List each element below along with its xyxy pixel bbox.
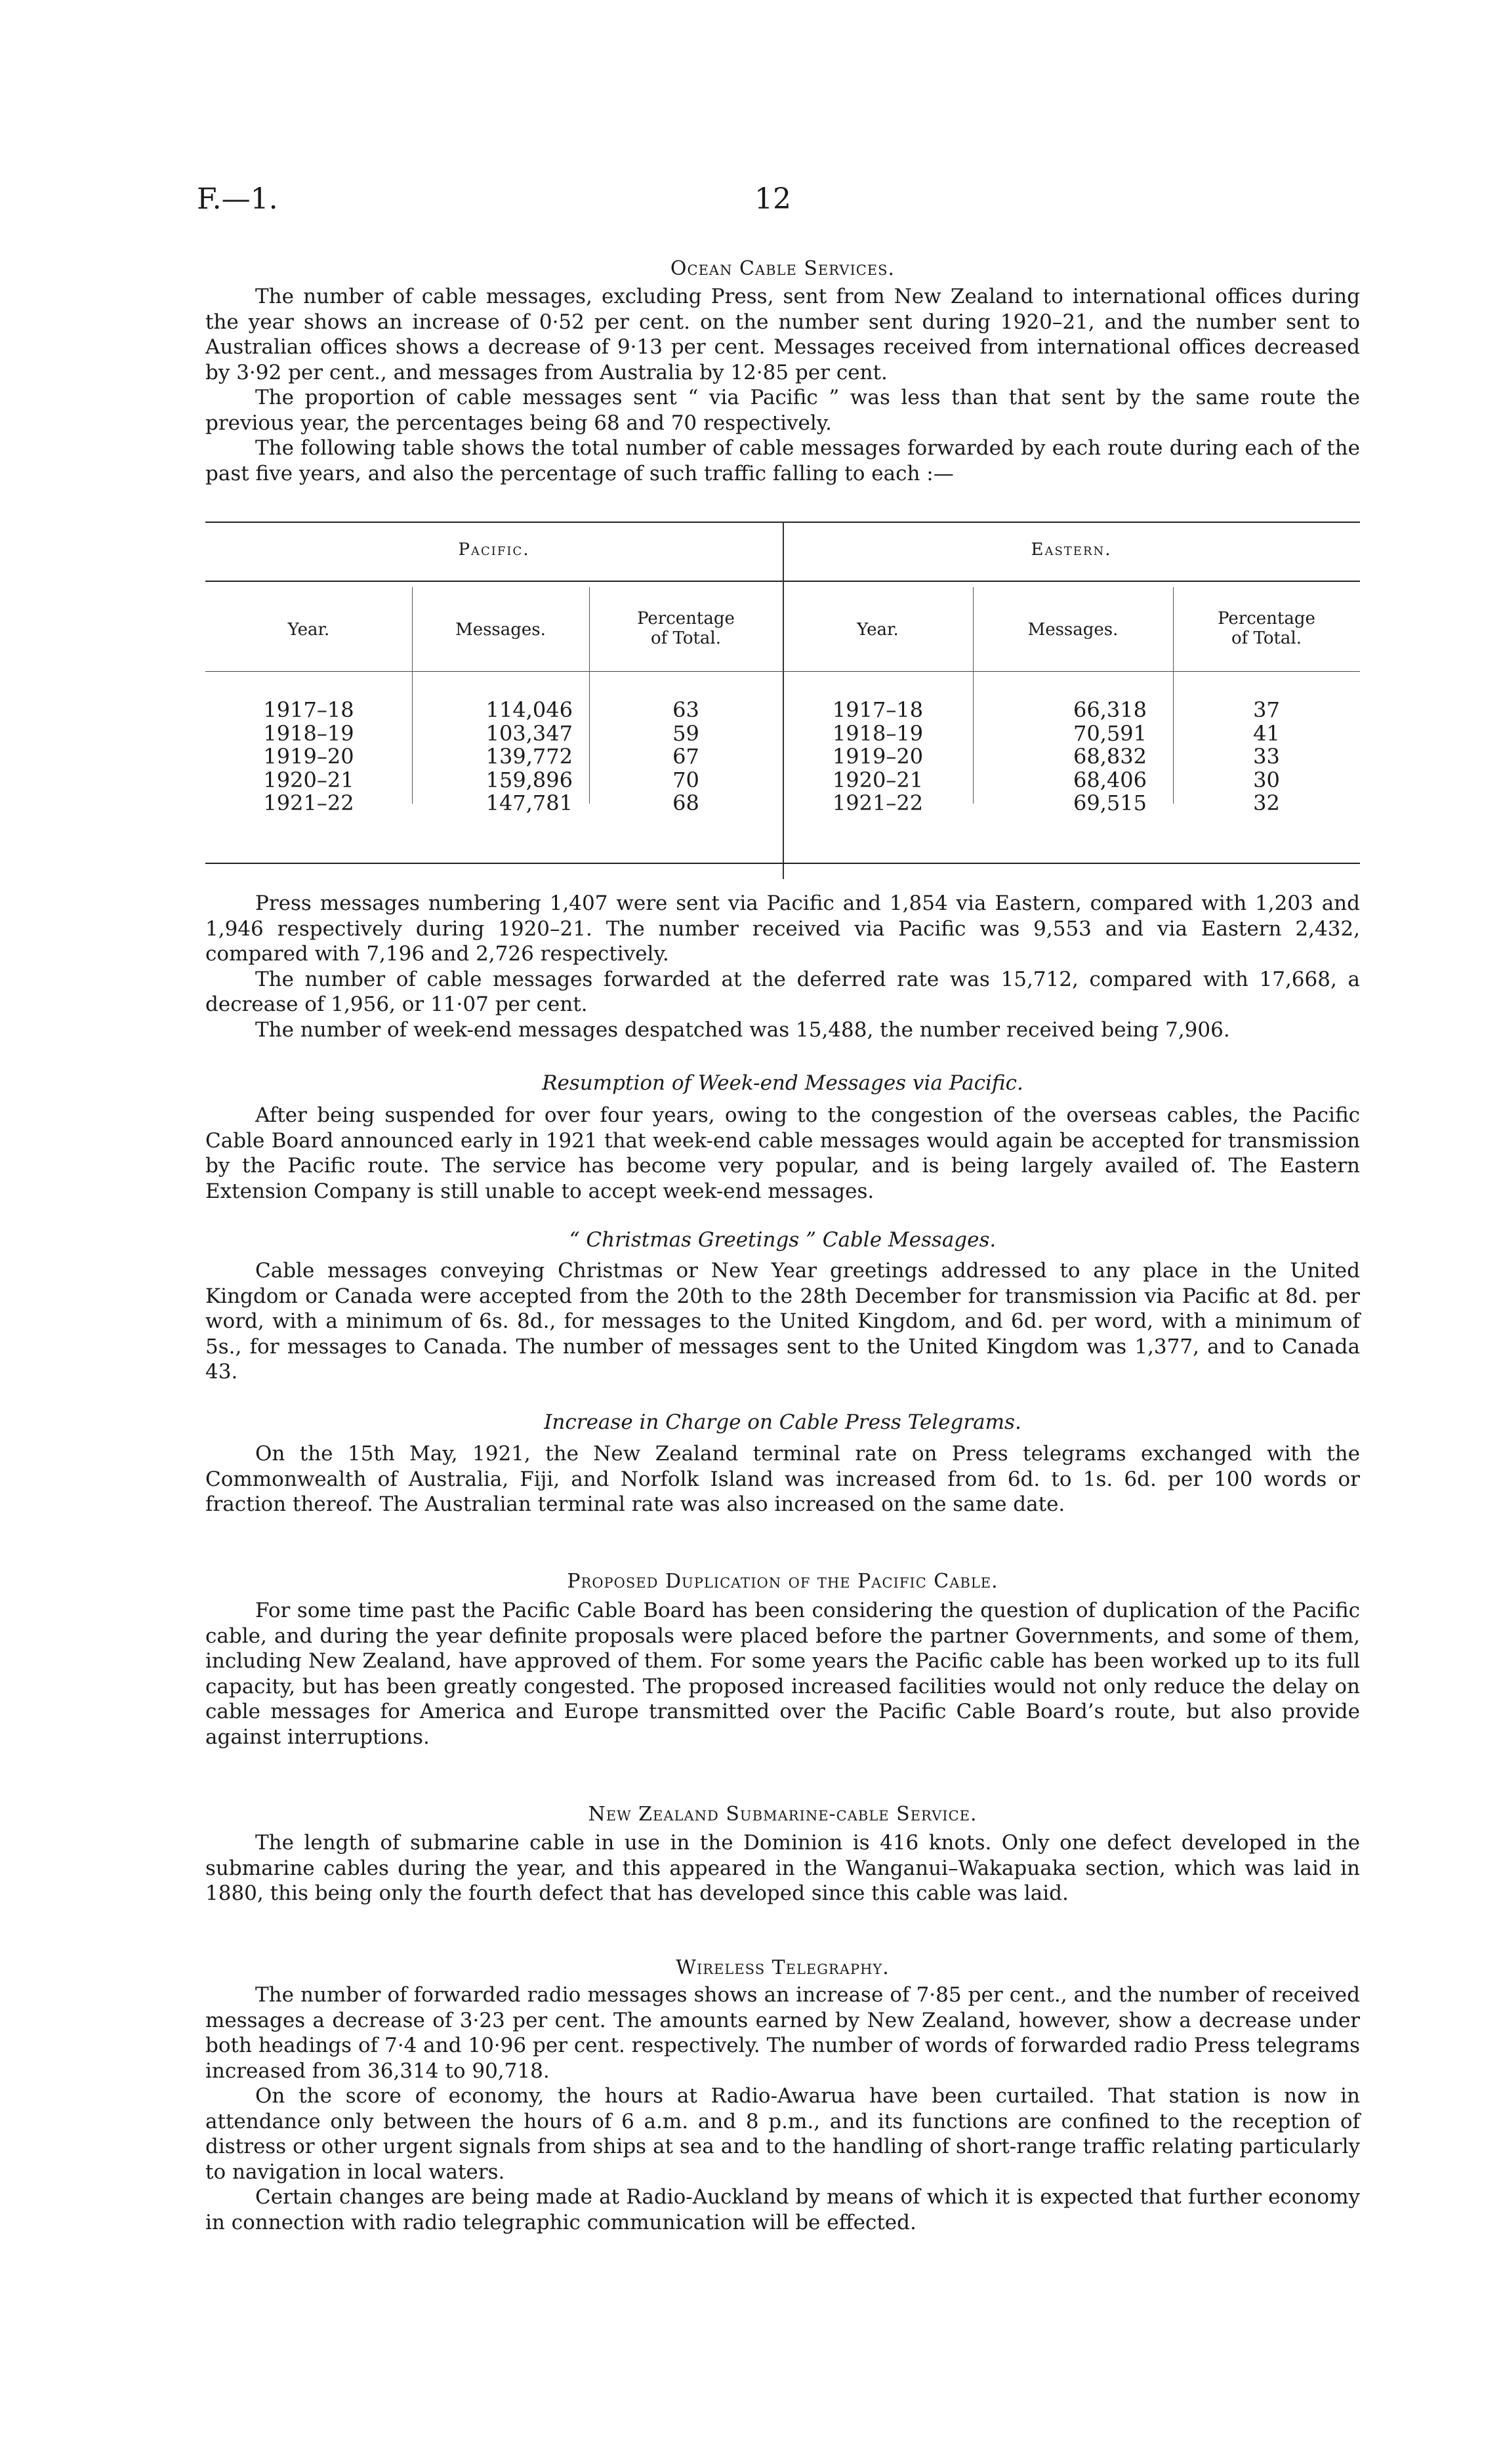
ocean-cable-body bbox=[205, 284, 1360, 486]
press-paragraph-1: Press messages numbering 1,407 were sent via Pacific and 1,854 via Eastern, compared with 1,203 and 1,946 respectively during 1920–21. The number received via Pacific was 9,553 and via Eastern 2,432, compared with 7,196 and 2,726 respectively. bbox=[205, 892, 1360, 966]
wireless-body bbox=[205, 1982, 1360, 2235]
weekend-paragraph: After being suspended for over four years, owing to the congestion of the overseas cables, the Pacific Cable Board announced early in 1921 that week-end cable messages would again be accepted for transmission by the Pacific route. The service has become very popular, and is being largely availed of. The Eastern Extension Company is still unable to accept week-end messages. bbox=[205, 1103, 1360, 1203]
table-cell: 59 bbox=[672, 720, 699, 746]
table-cell: 1920–21 bbox=[832, 767, 924, 792]
press-charge-paragraph: On the 15th May, 1921, the New Zealand terminal rate on Press telegrams exchanged with the Commonwealth of Australia, Fiji, and Norfolk Island was increased from 6d. to 1s. 6d. per 100 words or fraction thereof. The Australian terminal rate was also increased on the same date. bbox=[205, 1442, 1360, 1516]
table-cell: 147,781 bbox=[485, 791, 573, 815]
weekend-heading: Resumption of Week-end Messages via Pacific. bbox=[542, 1071, 1023, 1095]
table-cell: 1921–22 bbox=[832, 791, 924, 815]
press-paragraph-3: The number of week-end messages despatched was 15,488, the number received being 7,906. bbox=[255, 1017, 1230, 1042]
press-charge-heading: Increase in Charge on Cable Press Telegrams. bbox=[544, 1410, 1021, 1434]
wireless-paragraph-2: On the score of economy, the hours at Radio-Awarua have been curtailed. That station is now in attendance only between the hours of 6 a.m. and 8 p.m., and its functions are confined to the reception of distress or other urgent signals from ships at sea and to the handling of short-range traffic relating particularly to navigation in local waters. bbox=[205, 2084, 1360, 2184]
christmas-section bbox=[205, 1228, 1360, 1252]
press-messages-section bbox=[205, 891, 1360, 1042]
table-cell: 68,406 bbox=[1073, 767, 1147, 792]
christmas-paragraph: Cable messages conveying Christmas or New Year greetings addressed to any place in the United Kingdom or Canada were accepted from the 20th to the 28th December for transmission via Pacific at 8d. per word, with a minimum of 6s. 8d., for messages to the United Kingdom, and 6d. per word, with a minimum of 5s., for messages to Canada. The number of messages sent to the United Kingdom was 1,377, and to Canada 43. bbox=[205, 1259, 1360, 1384]
cable-traffic-table bbox=[205, 522, 1360, 879]
submarine-paragraph: The length of submarine cable in use in the Dominion is 416 knots. Only one defect developed in the submarine cables during the year, and this appeared in the Wanganui–Wakapuaka section, which was laid in 1880, this being only the fourth defect that has developed since this cable was laid. bbox=[205, 1831, 1360, 1905]
press-paragraph-2: The number of cable messages forwarded at the deferred rate was 15,712, compared with 17,668, a decrease of 1,956, or 11·07 per cent. bbox=[205, 967, 1360, 1016]
table-cell: 139,772 bbox=[485, 744, 573, 769]
weekend-section bbox=[205, 1071, 1360, 1095]
table-cell: 1917–18 bbox=[832, 697, 924, 722]
ocean-paragraph-3: The following table shows the total number of cable messages forwarded by each route during each of the past five years, and also the percentage of such traffic falling to each :— bbox=[205, 436, 1360, 485]
pct-label-line-2: of Total. bbox=[650, 628, 722, 648]
pacific-caption: Pacific. bbox=[458, 540, 530, 560]
eastern-percentage-column bbox=[1173, 699, 1360, 815]
eastern-caption-rule bbox=[783, 581, 1360, 582]
eastern-col-year: Year. bbox=[857, 620, 899, 640]
duplication-section bbox=[205, 1570, 1360, 1593]
eastern-years-column bbox=[783, 699, 973, 815]
table-cell: 33 bbox=[1253, 744, 1280, 769]
table-cell: 63 bbox=[672, 697, 699, 722]
table-cell: 1918–19 bbox=[263, 720, 354, 746]
eastern-col-messages: Messages. bbox=[1027, 620, 1119, 640]
pct-label-line-1: Percentage bbox=[637, 609, 735, 628]
table-cell: 66,318 bbox=[1073, 697, 1147, 722]
pacific-percentage-column bbox=[589, 699, 783, 815]
duplication-heading: Proposed Duplication of the Pacific Cable. bbox=[567, 1570, 999, 1593]
table-cell: 37 bbox=[1253, 697, 1280, 722]
table-cell: 103,347 bbox=[485, 720, 573, 746]
eastern-messages-column bbox=[973, 699, 1147, 815]
table-cell: 159,896 bbox=[485, 767, 573, 792]
table-cell: 41 bbox=[1253, 720, 1280, 746]
ocean-paragraph-2: The proportion of cable messages sent “ via Pacific ” was less than that sent by the same route the previous year, the percentages being 68 and 70 respectively. bbox=[205, 386, 1360, 435]
eastern-col-percentage bbox=[1173, 609, 1360, 648]
pacific-col-year: Year. bbox=[287, 620, 330, 640]
table-cell: 68,832 bbox=[1073, 744, 1147, 769]
table-cell: 1919–20 bbox=[263, 744, 354, 769]
wireless-paragraph-3: Certain changes are being made at Radio-Auckland by means of which it is expected that further economy in connection with radio telegraphic communication will be effected. bbox=[205, 2185, 1360, 2234]
christmas-heading: “ Christmas Greetings ” Cable Messages. bbox=[569, 1228, 997, 1252]
table-cell: 70 bbox=[672, 767, 699, 792]
christmas-body bbox=[205, 1258, 1360, 1385]
pct-label-line-2: of Total. bbox=[1231, 628, 1302, 648]
pacific-caption-rule bbox=[205, 581, 783, 582]
ocean-cable-heading: Ocean Cable Services. bbox=[670, 257, 896, 280]
duplication-paragraph: For some time past the Pacific Cable Board has been considering the question of duplication of the Pacific cable, and during the year definite proposals were placed before the partner Governments, and some of them, including New Zealand, have approved of them. For some years the Pacific cable has been worked up to its full capacity, but has been greatly congested. The proposed increased facilities would not only reduce the delay on cable messages for America and Europe transmitted over the Pacific Cable Board’s route, but also provide against interruptions. bbox=[205, 1599, 1360, 1749]
table-cell: 1920–21 bbox=[263, 767, 354, 792]
eastern-caption: Eastern. bbox=[1031, 540, 1112, 560]
pacific-messages-column bbox=[412, 699, 573, 815]
ocean-paragraph-1: The number of cable messages, excluding Press, sent from New Zealand to international offices during the year shows an increase of 0·52 per cent. on the number sent during 1920–21, and the number sent to Australian offices shows a decrease of 9·13 per cent. Messages received from international offices decreased by 3·92 per cent., and messages from Australia by 12·85 per cent. bbox=[205, 285, 1360, 384]
press-charge-body bbox=[205, 1441, 1360, 1517]
submarine-section bbox=[205, 1803, 1360, 1826]
weekend-body bbox=[205, 1103, 1360, 1204]
document-reference: F.—1. bbox=[197, 182, 278, 216]
table-cell: 69,515 bbox=[1073, 791, 1147, 815]
table-cell: 114,046 bbox=[485, 697, 573, 722]
table-cell: 32 bbox=[1253, 791, 1280, 815]
table-cell: 70,591 bbox=[1073, 720, 1147, 746]
table-cell: 1918–19 bbox=[832, 720, 924, 746]
pacific-col-percentage bbox=[589, 609, 783, 648]
table-cell: 68 bbox=[672, 791, 699, 815]
page-number: 12 bbox=[754, 182, 791, 216]
duplication-body bbox=[205, 1598, 1360, 1750]
table-bottom-rule bbox=[205, 863, 1360, 864]
table-cell: 1919–20 bbox=[832, 744, 924, 769]
pacific-col-messages: Messages. bbox=[455, 620, 546, 640]
submarine-body bbox=[205, 1830, 1360, 1906]
table-cell: 67 bbox=[672, 744, 699, 769]
ocean-cable-section bbox=[205, 257, 1360, 280]
wireless-paragraph-1: The number of forwarded radio messages shows an increase of 7·85 per cent., and the number of received messages a decrease of 3·23 per cent. The amounts earned by New Zealand, however, show a decrease under both headings of 7·4 and 10·96 per cent. respectively. The number of words of forwarded radio Press telegrams increased from 36,314 to 90,718. bbox=[205, 1983, 1360, 2083]
submarine-heading: New Zealand Submarine-cable Service. bbox=[588, 1803, 978, 1826]
pacific-years-column bbox=[205, 699, 412, 815]
table-cell: 1921–22 bbox=[263, 791, 354, 815]
table-header-rule bbox=[205, 671, 1360, 672]
wireless-heading: Wireless Telegraphy. bbox=[676, 1956, 890, 1979]
table-cell: 30 bbox=[1253, 767, 1280, 792]
wireless-section bbox=[205, 1956, 1360, 1979]
pct-label-line-1: Percentage bbox=[1218, 609, 1315, 628]
press-charge-section bbox=[205, 1410, 1360, 1434]
table-cell: 1917–18 bbox=[263, 697, 354, 722]
